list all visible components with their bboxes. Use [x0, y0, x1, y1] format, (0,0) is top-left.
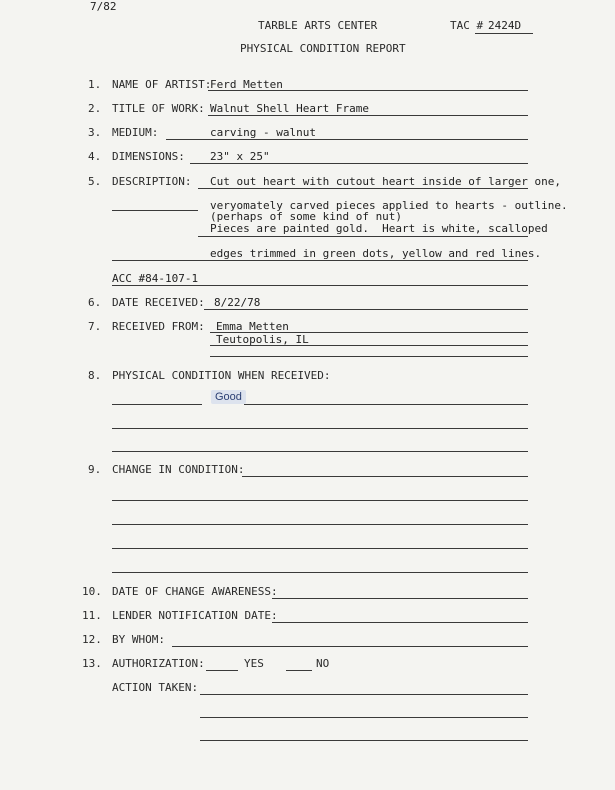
dimensions-value: 23" x 25"	[210, 150, 270, 163]
date-received-line	[204, 309, 528, 310]
physical-condition-line-2	[112, 428, 528, 429]
date-received-value: 8/22/78	[214, 296, 261, 309]
action-taken-line-3	[200, 740, 528, 741]
date-change-awareness-label: DATE OF CHANGE AWARENESS:	[112, 585, 278, 598]
yes-blank	[206, 670, 238, 671]
physical-condition-line-3	[112, 451, 528, 452]
tac-number-line	[475, 33, 533, 34]
authorization-label: AUTHORIZATION:	[112, 657, 205, 670]
title-value: Walnut Shell Heart Frame	[210, 102, 369, 115]
field-number: 10.	[82, 585, 102, 598]
received-from-line-3	[210, 356, 528, 357]
field-number: 1.	[88, 78, 102, 91]
lender-notification-label: LENDER NOTIFICATION DATE:	[112, 609, 278, 622]
received-from-label: RECEIVED FROM:	[112, 320, 205, 333]
field-number: 8.	[88, 369, 102, 382]
field-number: 13.	[82, 657, 102, 670]
field-number: 9.	[88, 463, 102, 476]
report-title: PHYSICAL CONDITION REPORT	[240, 42, 406, 55]
org-name: TARBLE ARTS CENTER	[258, 19, 378, 32]
dimensions-line	[190, 163, 528, 164]
description-rule-2	[198, 236, 528, 237]
change-in-condition-line-2	[112, 500, 528, 501]
description-line-2: veryomately carved pieces applied to hearts - outline.	[210, 199, 568, 212]
received-from-line-2	[210, 345, 528, 346]
artist-line	[208, 90, 528, 91]
medium-line	[166, 139, 528, 140]
change-in-condition-label: CHANGE IN CONDITION:	[112, 463, 245, 476]
date-code: 7/82	[90, 0, 117, 13]
by-whom-label: BY WHOM:	[112, 633, 165, 646]
description-rule-1	[198, 188, 528, 189]
dimensions-label: DIMENSIONS:	[112, 150, 185, 163]
medium-value: carving - walnut	[210, 126, 316, 139]
yes-option: YES	[244, 657, 264, 670]
description-line-4: Pieces are painted gold. Heart is white, scalloped	[210, 222, 548, 235]
action-taken-line-1	[200, 694, 528, 695]
title-line	[208, 115, 528, 116]
no-blank	[286, 670, 312, 671]
description-label: DESCRIPTION:	[112, 175, 192, 188]
field-number: 5.	[88, 175, 102, 188]
change-in-condition-line-4	[112, 548, 528, 549]
date-received-label: DATE RECEIVED:	[112, 296, 205, 309]
date-change-awareness-line	[272, 598, 528, 599]
description-line-3: (perhaps of some kind of nut)	[210, 210, 403, 223]
tac-number: 2424D	[488, 19, 522, 32]
medium-label: MEDIUM:	[112, 126, 159, 139]
field-number: 11.	[82, 609, 102, 622]
no-option: NO	[316, 657, 330, 670]
field-number: 3.	[88, 126, 102, 139]
accession-line	[112, 285, 528, 286]
field-number: 2.	[88, 102, 102, 115]
change-in-condition-line-5	[112, 572, 528, 573]
field-number: 4.	[88, 150, 102, 163]
description-rule-3	[198, 260, 528, 261]
received-from-value: Emma Metten	[216, 320, 289, 333]
artist-value: Ferd Metten	[210, 78, 283, 91]
description-rule-left	[112, 210, 198, 211]
physical-condition-value: Good	[211, 390, 246, 404]
field-number: 6.	[88, 296, 102, 309]
lender-notification-line	[272, 622, 528, 623]
physical-condition-line-left	[112, 404, 202, 405]
field-number: 7.	[88, 320, 102, 333]
change-in-condition-line-3	[112, 524, 528, 525]
physical-condition-line-right	[244, 404, 528, 405]
title-label: TITLE OF WORK:	[112, 102, 205, 115]
action-taken-label: ACTION TAKEN:	[112, 681, 199, 694]
by-whom-line	[172, 646, 528, 647]
description-line-5: edges trimmed in green dots, yellow and red lines.	[210, 247, 542, 260]
change-in-condition-line-1	[242, 476, 528, 477]
physical-condition-label: PHYSICAL CONDITION WHEN RECEIVED:	[112, 369, 331, 382]
description-rule-left-2	[112, 260, 198, 261]
accession-number: ACC #84-107-1	[112, 272, 199, 285]
received-from-value-2: Teutopolis, IL	[216, 333, 309, 346]
artist-label: NAME OF ARTIST:	[112, 78, 212, 91]
tac-label: TAC #	[450, 19, 484, 32]
field-number: 12.	[82, 633, 102, 646]
action-taken-line-2	[200, 717, 528, 718]
description-line-1: Cut out heart with cutout heart inside of larger one,	[210, 175, 561, 188]
